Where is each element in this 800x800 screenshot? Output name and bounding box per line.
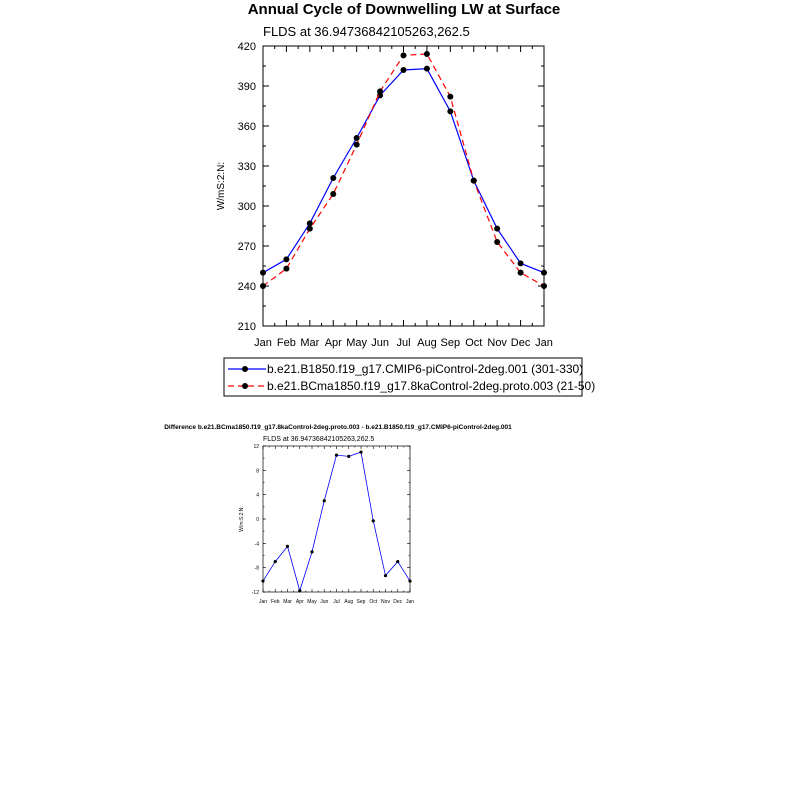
diff-y-tick-label: -12	[251, 590, 259, 596]
main-x-tick-label: Jun	[371, 337, 389, 349]
legend-label-series-1: b.e21.B1850.f19_g17.CMIP6-piControl-2deg.001 (301-330)	[267, 362, 584, 376]
main-series-2-point	[494, 239, 500, 245]
main-series-1-point	[260, 270, 266, 276]
main-axis-ticks	[238, 41, 553, 349]
diff-series-1-point	[372, 519, 375, 522]
main-series-line-1	[263, 69, 544, 273]
main-y-axis-label: W/mS:2:N:	[216, 161, 227, 211]
diff-x-tick-label: Jun	[320, 599, 329, 605]
main-series-2-point	[541, 283, 547, 289]
diff-series-1-point	[323, 499, 326, 502]
main-chart	[216, 1, 560, 349]
main-series-line-2	[263, 54, 544, 286]
main-x-tick-label: Jul	[396, 337, 411, 349]
diff-y-tick-label: -8	[254, 565, 259, 572]
main-series-2-point	[354, 142, 360, 148]
main-series-2-point	[447, 94, 453, 100]
main-series-1-point	[307, 220, 313, 226]
diff-series-group	[261, 450, 411, 592]
diff-x-tick-label: May	[307, 599, 317, 605]
main-series-1-point	[518, 260, 524, 266]
main-x-tick-label: Feb	[276, 337, 296, 349]
main-y-tick-label: 210	[237, 321, 256, 333]
main-chart-title: Annual Cycle of Downwelling LW at Surface	[247, 1, 561, 18]
diff-plot-frame	[263, 446, 410, 592]
diff-x-tick-label: Feb	[270, 599, 280, 605]
diff-x-tick-label: Jul	[333, 599, 340, 605]
diff-series-1-point	[298, 589, 301, 592]
main-chart-subtitle: FLDS at 36.94736842105263,262.5	[263, 24, 470, 39]
main-x-tick-label: Jan	[254, 337, 272, 349]
diff-x-tick-label: Jan	[405, 599, 415, 605]
diff-series-1-point	[310, 550, 313, 553]
main-series-2-point	[401, 52, 407, 58]
main-series-1-point	[494, 226, 500, 232]
main-series-1-point	[541, 270, 547, 276]
diff-x-tick-label: Nov	[381, 599, 390, 605]
main-legend	[224, 358, 595, 396]
main-series-1-point	[354, 135, 360, 141]
diff-x-tick-label: Dec	[393, 599, 403, 605]
main-y-tick-label: 420	[237, 41, 256, 53]
main-series-2-point	[471, 178, 477, 184]
main-x-tick-label: Jan	[535, 337, 553, 349]
diff-series-1-point	[347, 455, 350, 458]
diff-y-tick-label: 0	[256, 517, 259, 523]
main-y-tick-label: 240	[237, 281, 256, 293]
diff-series-1-point	[286, 545, 289, 548]
diff-series-1-point	[274, 560, 277, 563]
diff-x-tick-label: Jan	[258, 599, 268, 605]
diff-series-line-1	[263, 452, 410, 591]
main-plot-frame	[263, 46, 544, 326]
main-x-tick-label: Sep	[440, 337, 461, 349]
diff-x-tick-label: Sep	[356, 599, 366, 605]
main-y-tick-label: 330	[237, 161, 256, 173]
diff-y-tick-label: -4	[254, 541, 259, 548]
diff-y-tick-label: 4	[256, 492, 259, 499]
main-series-1-point	[401, 67, 407, 73]
main-series-2-point	[260, 283, 266, 289]
main-series-1-point	[447, 108, 453, 114]
diff-series-1-point	[396, 560, 399, 563]
main-x-tick-label: Dec	[510, 337, 531, 349]
main-series-2-point	[283, 266, 289, 272]
main-series-2-point	[330, 191, 336, 197]
main-x-tick-label: Nov	[487, 337, 507, 349]
diff-x-tick-label: Mar	[283, 599, 292, 605]
main-series-1-point	[330, 175, 336, 181]
legend-marker-series-1	[242, 366, 248, 372]
diff-chart-title: Difference b.e21.BCma1850.f19_g17.8kaControl-2deg.proto.003 - b.e21.B1850.f19_g17.CMIP6-piControl-2deg.001	[164, 424, 512, 431]
main-x-tick-label: Mar	[300, 337, 320, 349]
main-x-tick-label: Aug	[417, 337, 437, 349]
main-series-1-point	[424, 66, 430, 72]
diff-x-tick-label: Aug	[344, 599, 354, 605]
diff-y-tick-label: 12	[253, 444, 259, 450]
main-y-tick-label: 300	[237, 201, 256, 213]
legend-marker-series-2	[242, 383, 248, 389]
diff-series-1-point	[335, 454, 338, 457]
main-y-tick-label: 360	[237, 121, 256, 133]
diff-chart-subtitle: FLDS at 36.94736842105263,262.5	[263, 436, 375, 443]
diff-series-1-point	[408, 579, 411, 582]
main-x-tick-label: May	[346, 337, 368, 349]
legend-label-series-2: b.e21.BCma1850.f19_g17.8kaControl-2deg.proto.003 (21-50)	[267, 379, 596, 393]
main-y-tick-label: 390	[237, 81, 256, 93]
diff-chart	[164, 424, 512, 605]
diff-series-1-point	[359, 450, 362, 453]
main-x-tick-label: Apr	[324, 337, 342, 349]
main-series-2-point	[424, 51, 430, 57]
main-x-tick-label: Oct	[465, 337, 483, 349]
main-y-tick-label: 270	[237, 241, 256, 253]
main-series-2-point	[518, 270, 524, 276]
main-series-group	[260, 51, 547, 289]
main-series-1-point	[283, 256, 289, 262]
diff-x-tick-label: Oct	[369, 599, 378, 605]
diff-x-tick-label: Apr	[295, 599, 304, 605]
main-series-2-point	[307, 226, 313, 232]
diff-y-tick-label: 8	[256, 468, 259, 475]
diff-series-1-point	[261, 579, 264, 582]
main-series-2-point	[377, 88, 383, 94]
diff-y-axis-label: W/m:S:2:N:	[239, 506, 245, 532]
diff-series-1-point	[384, 574, 387, 577]
